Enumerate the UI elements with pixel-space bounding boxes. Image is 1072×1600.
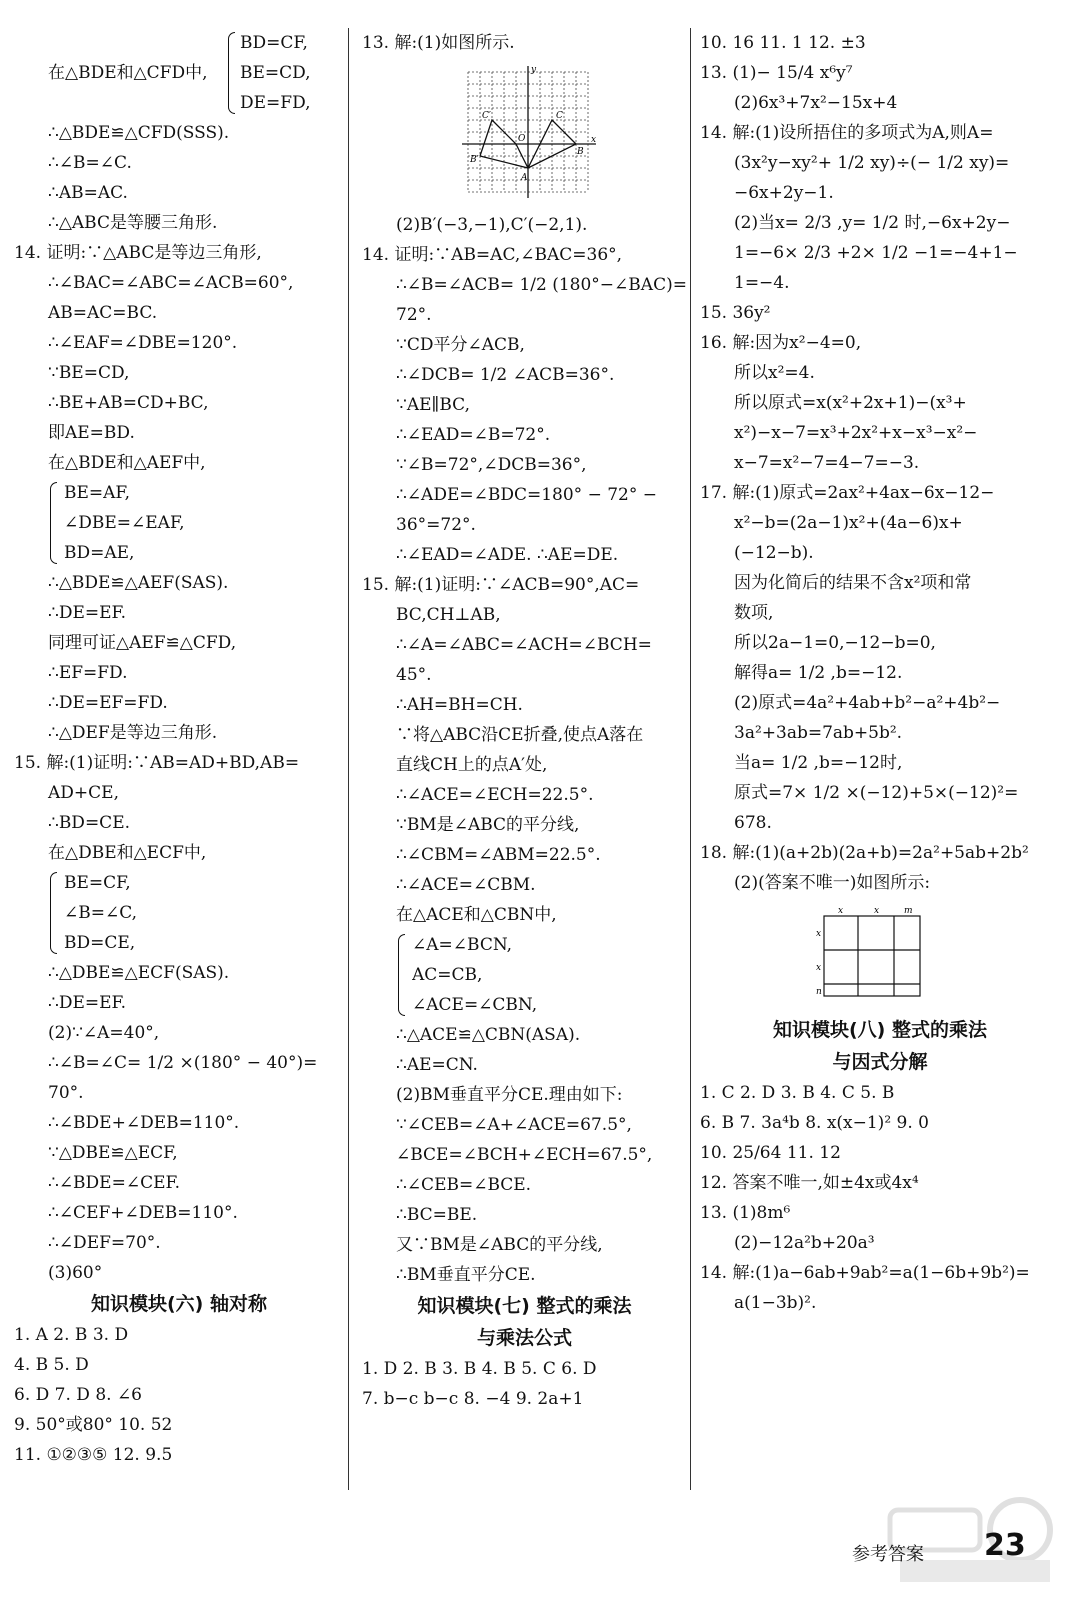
text-line: 1=−6× 2/3 +2× 1/2 −1=−4+1− [734, 243, 1018, 263]
system-line: BD=AE, [64, 543, 135, 563]
answer-line: 1. A 2. B 3. D [14, 1325, 129, 1345]
answer-line: 1. C 2. D 3. B 4. C 5. B [700, 1083, 895, 1103]
question-17: 17. 解:(1)原式=2ax²+4ax−6x−12− [700, 483, 995, 503]
text-line: 3a²+3ab=7ab+5b². [734, 723, 903, 743]
text-line: (2)(答案不唯一)如图所示: [734, 873, 931, 893]
answer-line: 6. B 7. 3a⁴b 8. x(x−1)² 9. 0 [700, 1113, 929, 1133]
text-line: ∵∠CEB=∠A+∠ACE=67.5°, [396, 1115, 632, 1135]
text-line: 1=−4. [734, 273, 790, 293]
top-label-x: x [838, 906, 844, 916]
answer-line: 1. D 2. B 3. B 4. B 5. C 6. D [362, 1359, 597, 1379]
text-line: ∴△DEF是等边三角形. [48, 723, 218, 743]
text-line: ∴△DBE≌△ECF(SAS). [48, 963, 230, 983]
area-model-figure [814, 906, 924, 1002]
answer-line: 10. 16 11. 1 12. ±3 [700, 33, 866, 53]
text-line: (2)6x³+7x²−15x+4 [734, 93, 898, 113]
text-line: 即AE=BD. [48, 423, 135, 443]
question-15: 15. 36y² [700, 303, 771, 323]
question-14: 14. 解:(1)a−6ab+9ab²=a(1−6b+9b²)= [700, 1263, 1030, 1283]
column-divider-2 [690, 28, 691, 1490]
text-line: ∴△ABC是等腰三角形. [48, 213, 218, 233]
question-14: 14. 证明:∵△ABC是等边三角形, [14, 243, 262, 263]
text-line: 直线CH上的点A′处, [396, 755, 548, 775]
text-line: ∴∠CBM=∠ABM=22.5°. [396, 845, 601, 865]
text-line: x²)−x−7=x³+2x²+x−x³−x²− [734, 423, 978, 443]
text-line: ∴BC=BE. [396, 1205, 478, 1225]
side-label-n: n [816, 987, 822, 997]
text-line: ∴∠ADE=∠BDC=180° − 72° − [396, 485, 658, 505]
text-line: ∴AE=CN. [396, 1055, 478, 1075]
text-line: ∴∠BDE=∠CEF. [48, 1173, 181, 1193]
text-line: 在△ACE和△CBN中, [396, 905, 557, 925]
text-line: 又∵BM是∠ABC的平分线, [396, 1235, 603, 1255]
question-16: 16. 解:因为x²−4=0, [700, 333, 862, 353]
system-line: AC=CB, [412, 965, 483, 985]
text-line: ∴∠B=∠C. [48, 153, 132, 173]
text-line: ∴∠ACE=∠ECH=22.5°. [396, 785, 594, 805]
question-14: 14. 证明:∵AB=AC,∠BAC=36°, [362, 245, 623, 265]
text-line: ∴∠EAD=∠B=72°. [396, 425, 551, 445]
text-line: ∴DE=EF. [48, 993, 127, 1013]
y-axis-label: y [531, 65, 537, 75]
text-line: 所以x²=4. [734, 363, 815, 383]
text-line: AD+CE, [48, 783, 119, 803]
section-title-module-7: 知识模块(七) 整式的乘法 [417, 1295, 632, 1317]
side-label-x: x [816, 929, 822, 939]
coordinate-grid-figure [458, 62, 598, 202]
text-line: (−12−b). [734, 543, 814, 563]
text-line: (2)BM垂直平分CE.理由如下: [396, 1085, 623, 1105]
point-b-prime-label: B′ [470, 155, 479, 165]
point-c-label: C [556, 111, 563, 121]
answer-line: 4. B 5. D [14, 1355, 89, 1375]
text-line: ∴∠A=∠ABC=∠ACH=∠BCH= [396, 635, 652, 655]
text-line: ∵将△ABC沿CE折叠,使点A落在 [396, 725, 644, 745]
text-line: ∴∠DCB= 1/2 ∠ACB=36°. [396, 365, 615, 385]
section-title-module-6: 知识模块(六) 轴对称 [91, 1293, 267, 1315]
question-18: 18. 解:(1)(a+2b)(2a+b)=2a²+5ab+2b² [700, 843, 1029, 863]
page-number: 23 [984, 1528, 1026, 1563]
system-line: BD=CF, [240, 33, 308, 53]
system-line: BE=CD, [240, 63, 311, 83]
text-line: ∴∠CEB=∠BCE. [396, 1175, 532, 1195]
equation-system [14, 868, 344, 958]
text-line: ∴EF=FD. [48, 663, 128, 683]
origin-label: O [518, 134, 526, 144]
system-line: BE=AF, [64, 483, 130, 503]
question-13: 13. 解:(1)如图所示. [362, 33, 515, 53]
answer-line: 13. (1)8m⁶ [700, 1203, 791, 1223]
text-line: ∴BM垂直平分CE. [396, 1265, 536, 1285]
answer-column-2 [362, 28, 687, 1414]
system-line: ∠B=∠C, [64, 903, 138, 923]
text-line: a(1−3b)². [734, 1293, 817, 1313]
system-line: BE=CF, [64, 873, 131, 893]
side-label-x: x [816, 963, 822, 973]
text-line: ∴∠CEF+∠DEB=110°. [48, 1203, 238, 1223]
text-line: ∴BE+AB=CD+BC, [48, 393, 209, 413]
text-line: ∴∠DEF=70°. [48, 1233, 161, 1253]
equation-system [362, 930, 687, 1020]
text-line: ∴DE=EF=FD. [48, 693, 168, 713]
text-line: x²−b=(2a−1)x²+(4a−6)x+ [734, 513, 963, 533]
text-line: 678. [734, 813, 772, 833]
text-line: (2)当x= 2/3 ,y= 1/2 时,−6x+2y− [734, 213, 1011, 233]
system-line: ∠DBE=∠EAF, [64, 513, 185, 533]
text-line: ∵CD平分∠ACB, [396, 335, 525, 355]
answer-line: 12. 答案不唯一,如±4x或4x⁴ [700, 1173, 919, 1193]
system-line: ∠A=∠BCN, [412, 935, 513, 955]
text-line: 同理可证△AEF≌△CFD, [48, 633, 237, 653]
text-line: ∴△BDE≌△CFD(SSS). [48, 123, 230, 143]
equation-system [14, 28, 344, 118]
equation-system [14, 478, 344, 568]
section-subtitle-module-7: 与乘法公式 [476, 1327, 572, 1349]
answer-line: 11. ①②③⑤ 12. 9.5 [14, 1445, 173, 1465]
text-line: ∴∠B=∠ACB= 1/2 (180°−∠BAC)= [396, 275, 687, 295]
text-line: 解得a= 1/2 ,b=−12. [734, 663, 903, 683]
answer-column-3 [700, 28, 1060, 1318]
text-line: ∴△ACE≌△CBN(ASA). [396, 1025, 581, 1045]
text-line: AB=AC=BC. [48, 303, 158, 323]
point-c-prime-label: C′ [482, 111, 491, 121]
answer-line: 7. b−c b−c 8. −4 9. 2a+1 [362, 1389, 584, 1409]
text-line: ∠BCE=∠BCH+∠ECH=67.5°, [396, 1145, 653, 1165]
text-line: (3x²y−xy²+ 1/2 xy)÷(− 1/2 xy)= [734, 153, 1010, 173]
text-line: −6x+2y−1. [734, 183, 834, 203]
text-line: 70°. [48, 1083, 84, 1103]
top-label-x: x [874, 906, 880, 916]
text-line: 当a= 1/2 ,b=−12时, [734, 753, 903, 773]
text-line: 数项, [734, 603, 774, 623]
point-b-label: B [577, 147, 584, 157]
text-line: ∴BD=CE. [48, 813, 131, 833]
system-line: DE=FD, [240, 93, 311, 113]
text-line: 36°=72°. [396, 515, 476, 535]
text-line: ∴AB=AC. [48, 183, 128, 203]
text-line: ∴DE=EF. [48, 603, 127, 623]
question-15: 15. 解:(1)证明:∵∠ACB=90°,AC= [362, 575, 640, 595]
text-line: (2)原式=4a²+4ab+b²−a²+4b²− [734, 693, 1001, 713]
text-line: ∵△DBE≌△ECF, [48, 1143, 178, 1163]
text-line: 原式=7× 1/2 ×(−12)+5×(−12)²= [734, 783, 1019, 803]
section-title-module-8: 知识模块(八) 整式的乘法 [773, 1019, 987, 1041]
text-line: (2)B′(−3,−1),C′(−2,1). [396, 215, 588, 235]
question-14: 14. 解:(1)设所捂住的多项式为A,则A= [700, 123, 994, 143]
text-line: 所以原式=x(x²+2x+1)−(x³+ [734, 393, 967, 413]
system-line: ∠ACE=∠CBN, [412, 995, 538, 1015]
answer-line: 10. 25/64 11. 12 [700, 1143, 841, 1163]
system-line: BD=CE, [64, 933, 136, 953]
text-line: ∴AH=BH=CH. [396, 695, 523, 715]
text-line: 因为化简后的结果不含x²项和常 [734, 573, 972, 593]
question-15: 15. 解:(1)证明:∵AB=AD+BD,AB= [14, 753, 300, 773]
text-line: 45°. [396, 665, 432, 685]
answer-column-1 [14, 28, 344, 1470]
question-13: 13. (1)− 15/4 x⁶y⁷ [700, 63, 853, 83]
text-line: ∵BE=CD, [48, 363, 130, 383]
text-line: ∴∠EAD=∠ADE. ∴AE=DE. [396, 545, 619, 565]
footer-label: 参考答案 [852, 1544, 924, 1565]
top-label-m: m [904, 906, 913, 916]
text-line: ∵BM是∠ABC的平分线, [396, 815, 580, 835]
text-line: (2)∵∠A=40°, [48, 1023, 160, 1043]
text-line: ∴∠ACE=∠CBM. [396, 875, 536, 895]
text-line: ∵AE∥BC, [396, 395, 470, 415]
text-line: x−7=x²−7=4−7=−3. [734, 453, 920, 473]
text-line: (3)60° [48, 1263, 103, 1283]
text-line: ∴∠BAC=∠ABC=∠ACB=60°, [48, 273, 294, 293]
point-a-label: A [521, 173, 528, 183]
text-line: ∴∠EAF=∠DBE=120°. [48, 333, 238, 353]
system-label: 在△BDE和△CFD中, [48, 63, 208, 83]
column-divider-1 [348, 28, 349, 1490]
text-line: BC,CH⊥AB, [396, 605, 501, 625]
text-line: 所以2a−1=0,−12−b=0, [734, 633, 936, 653]
text-line: (2)−12a²b+20a³ [734, 1233, 875, 1253]
text-line: ∴∠B=∠C= 1/2 ×(180° − 40°)= [48, 1053, 318, 1073]
text-line: ∴∠BDE+∠DEB=110°. [48, 1113, 240, 1133]
answer-line: 9. 50°或80° 10. 52 [14, 1415, 173, 1435]
text-line: 72°. [396, 305, 432, 325]
section-subtitle-module-8: 与因式分解 [832, 1051, 928, 1073]
text-line: 在△BDE和△AEF中, [48, 453, 206, 473]
x-axis-label: x [591, 135, 597, 145]
answer-line: 6. D 7. D 8. ∠6 [14, 1385, 142, 1405]
text-line: ∵∠B=72°,∠DCB=36°, [396, 455, 587, 475]
text-line: 在△DBE和△ECF中, [48, 843, 207, 863]
text-line: ∴△BDE≌△AEF(SAS). [48, 573, 229, 593]
